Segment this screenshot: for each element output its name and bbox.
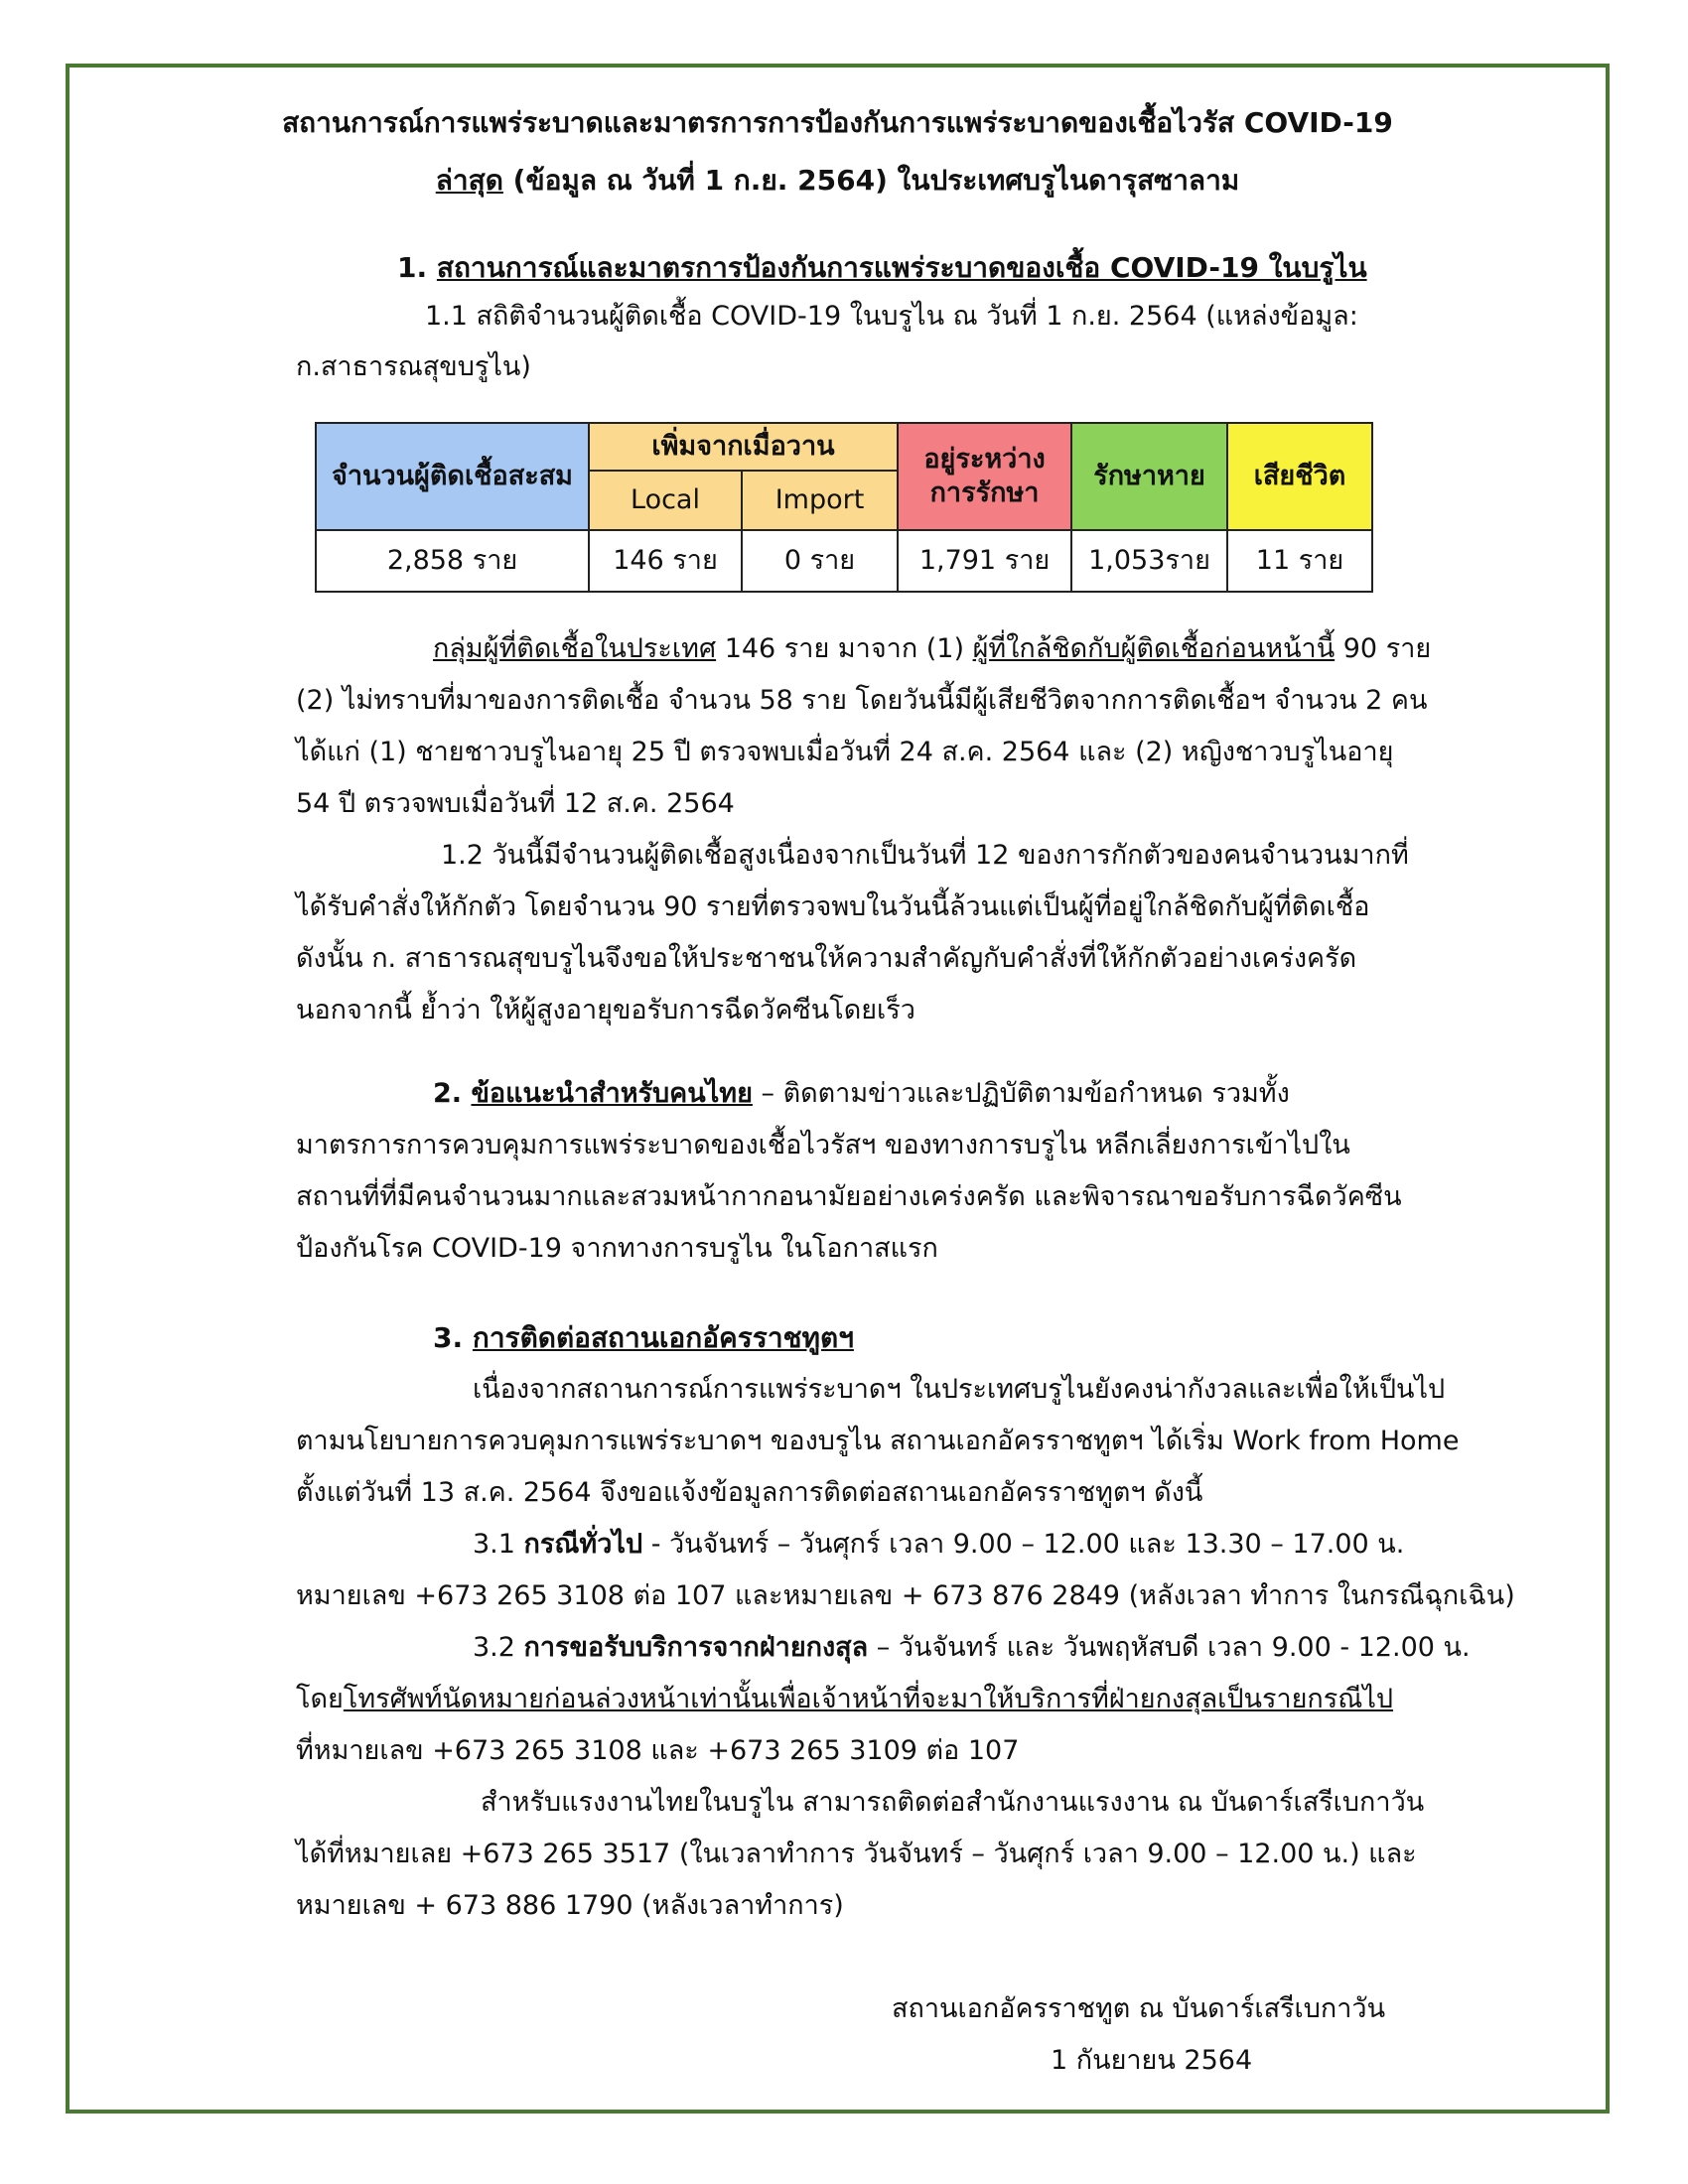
header-treatment: อยู่ระหว่างการรักษา (898, 423, 1071, 530)
s32-number: 3.2 (473, 1632, 524, 1663)
p1-line3: ได้แก่ (1) ชายชาวบรูไนอายุ 25 ปี ตรวจพบเมื่อวันที่ 24 ส.ค. 2564 และ (2) หญิงชาวบรูไนอายุ (296, 737, 1394, 767)
section3-p1-line1: เนื่องจากสถานการณ์การแพร่ระบาดฯ ในประเทศบรูไนยังคงน่ากังวลและเพื่อให้เป็นไป (473, 1374, 1446, 1405)
s32-prefix: โดย (296, 1684, 344, 1714)
section3-2-line1 (473, 1630, 1471, 1666)
section3-p1-line3: ตั้งแต่วันที่ 13 ส.ค. 2564 จึงขอแจ้งข้อมูลการติดต่อสถานเอกอัครราชทูตฯ ดังนี้ (296, 1477, 1203, 1508)
labor-line2: ได้ที่หมายเลย +673 265 3517 (ในเวลาทำการ วันจันทร์ – วันศุกร์ เวลา 9.00 – 12.00 น.) และ (296, 1839, 1417, 1869)
doc-title-line2 (66, 163, 1610, 199)
section3-1-line1 (473, 1527, 1404, 1563)
p1-local-group: กลุ่มผู้ที่ติดเชื้อในประเทศ (433, 633, 717, 664)
header-cumulative: จำนวนผู้ติดเชื้อสะสม (316, 423, 589, 530)
s32-hours: – วันจันทร์ และ วันพฤหัสบดี เวลา 9.00 - 12.00 น. (868, 1632, 1471, 1663)
p1-line4: 54 ปี ตรวจพบเมื่อวันที่ 12 ส.ค. 2564 (296, 788, 735, 819)
p2-line3: ดังนั้น ก. สาธารณสุขบรูไนจึงขอให้ประชาชนให้ความสำคัญกับคำสั่งที่ให้กักตัวอย่างเคร่งครัด (296, 943, 1357, 974)
s32-appointment-note: โทรศัพท์นัดหมายก่อนล่วงหน้าเท่านั้นเพื่อเจ้าหน้าที่จะมาให้บริการที่ฝ่ายกงสุลเป็นรายกรณีไป (343, 1684, 1394, 1714)
section3-title: การติดต่อสถานเอกอัครราชทูตฯ (472, 1321, 854, 1354)
header-local: Local (589, 471, 742, 530)
p1-count: 146 ราย มาจาก (1) (716, 633, 973, 664)
p2-line2: ได้รับคำสั่งให้กักตัว โดยจำนวน 90 รายที่ตรวจพบในวันนี้ล้วนแต่เป็นผู้ที่อยู่ใกล้ชิดกับผู้ที่ติดเชื้อ (296, 891, 1370, 922)
section2-title: ข้อแนะนำสำหรับคนไทย (471, 1078, 753, 1109)
labor-line3: หมายเลข + 673 886 1790 (หลังเวลาทำการ) (296, 1890, 844, 1921)
value-deaths: 11 ราย (1227, 530, 1372, 592)
labor-line1: สำหรับแรงงานไทยในบรูไน สามารถติดต่อสำนักงานแรงงาน ณ บันดาร์เสรีเบกาวัน (481, 1787, 1425, 1818)
value-treatment: 1,791 ราย (898, 530, 1071, 592)
section1-sub1-line2: ก.สาธารณสุขบรูไน) (296, 351, 531, 382)
p1-contacts-count: 90 ราย (1335, 633, 1432, 664)
section1-title: สถานการณ์และมาตรการป้องกันการแพร่ระบาดของเชื้อ COVID-19 ในบรูไน (436, 251, 1367, 284)
s31-number: 3.1 (473, 1529, 524, 1560)
header-deaths: เสียชีวิต (1227, 423, 1372, 530)
header-import: Import (742, 471, 898, 530)
section2-line4: ป้องกันโรค COVID-19 จากทางการบรูไน ในโอกาสแรก (296, 1233, 938, 1264)
s31-title: กรณีทั่วไป (523, 1529, 643, 1560)
p2-line1: 1.2 วันนี้มีจำนวนผู้ติดเชื้อสูงเนื่องจากเป็นวันที่ 12 ของการกักตัวของคนจำนวนมากที่ (441, 840, 1409, 871)
s31-hours: - วันจันทร์ – วันศุกร์ เวลา 9.00 – 12.00 และ 13.30 – 17.00 น. (642, 1529, 1405, 1560)
section1-sub1-line1: 1.1 สถิติจำนวนผู้ติดเชื้อ COVID-19 ในบรูไน ณ วันที่ 1 ก.ย. 2564 (แหล่งข้อมูล: (425, 301, 1358, 332)
section2-line1 (433, 1076, 1290, 1112)
section3-p1-line2: ตามนโยบายการควบคุมการแพร่ระบาดฯ ของบรูไน สถานเอกอัครราชทูตฯ ได้เริ่ม Work from Home (296, 1426, 1460, 1456)
p1-close-contacts: ผู้ที่ใกล้ชิดกับผู้ติดเชื้อก่อนหน้านี้ (972, 633, 1336, 664)
section1-heading (397, 250, 1367, 286)
p1-line2: (2) ไม่ทราบที่มาของการติดเชื้อ จำนวน 58 ราย โดยวันนี้มีผู้เสียชีวิตจากการติดเชื้อฯ จำนวน 2 คน (296, 685, 1428, 716)
value-cumulative: 2,858 ราย (316, 530, 589, 592)
section2-line3: สถานที่ที่มีคนจำนวนมากและสวมหน้ากากอนามัยอย่างเคร่งครัด และพิจารณาขอรับการฉีดวัคซีน (296, 1181, 1402, 1212)
value-recovered: 1,053ราย (1071, 530, 1227, 592)
section2-line2: มาตรการการควบคุมการแพร่ระบาดของเชื้อไวรัสฯ ของทางการบรูไน หลีกเลี่ยงการเข้าไปใน (296, 1130, 1350, 1160)
s32-title: การขอรับบริการจากฝ่ายกงสุล (523, 1632, 869, 1663)
value-local: 146 ราย (589, 530, 742, 592)
doc-title-line1: สถานการณ์การแพร่ระบาดและมาตรการการป้องกันการแพร่ระบาดของเชื้อไวรัส COVID-19 (282, 106, 1393, 139)
section2-number: 2. (433, 1078, 472, 1109)
section1-number: 1. (397, 251, 437, 284)
section3-1-line2: หมายเลข +673 265 3108 ต่อ 107 และหมายเลข + 673 876 2849 (หลังเวลา ทำการ ในกรณีฉุกเฉิน) (296, 1580, 1515, 1611)
title-date-country: (ข้อมูล ณ วันที่ 1 ก.ย. 2564) ในประเทศบรูไนดารุสซาลาม (502, 164, 1240, 197)
p2-line4: นอกจากนี้ ย้ำว่า ให้ผู้สูงอายุขอรับการฉีดวัคซีนโดยเร็ว (296, 995, 915, 1025)
section3-2-line3: ที่หมายเลข +673 265 3108 และ +673 265 3109 ต่อ 107 (296, 1735, 1020, 1766)
header-recovered: รักษาหาย (1071, 423, 1227, 530)
footer-date: 1 กันยายน 2564 (1051, 2045, 1253, 2076)
header-increase: เพิ่มจากเมื่อวาน (589, 423, 898, 471)
title-latest: ล่าสุด (435, 164, 503, 197)
section3-heading (433, 1320, 854, 1356)
value-import: 0 ราย (742, 530, 898, 592)
p1-line1 (433, 631, 1431, 667)
covid-stats-table (315, 422, 1373, 593)
section3-number: 3. (433, 1321, 473, 1354)
footer-organization: สถานเอกอัครราชทูต ณ บันดาร์เสรีเบกาวัน (892, 1993, 1386, 2024)
section2-line1-text: – ติดตามข่าวและปฏิบัติตามข้อกำหนด รวมทั้ง (752, 1078, 1290, 1109)
section3-2-line2 (296, 1682, 1393, 1717)
